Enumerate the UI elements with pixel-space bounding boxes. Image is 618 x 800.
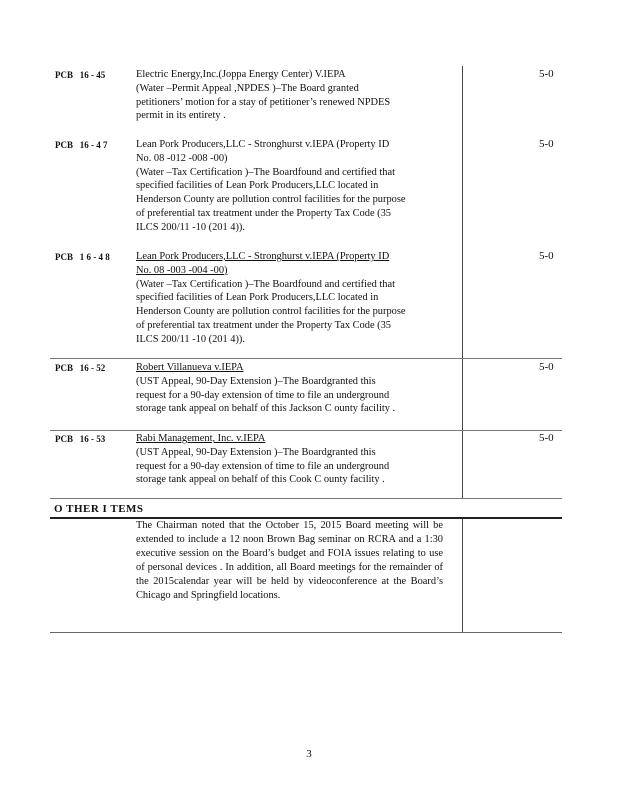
case-description: [136, 250, 438, 347]
table-row: [50, 359, 562, 431]
description-line: storage tank appeal on behalf of this Cook C ounty facility .: [136, 474, 385, 486]
vote-result: 5-0: [539, 250, 554, 262]
description-line: specified facilities of Lean Pork Producers,LLC located in: [136, 180, 379, 192]
table-row: [50, 248, 562, 359]
description-line: No. 08 -012 -008 -00): [136, 152, 228, 164]
case-description: [136, 432, 438, 487]
vote-result: 5-0: [539, 361, 554, 373]
case-title: Rabi Management, Inc. v.IEPA: [136, 433, 266, 444]
other-items-text: The Chairman noted that the October 15, 2015 Board meeting will be extended to include a 12 noon Brown Bag seminar on RCRA and a 1:30 executive session on the Board’s budget and FOIA issues relating to use of personal devices . In addition, all Board meetings for the remainder of the 2015calendar year will be held by videoconference at the Board’s Chicago and Springfield locations.: [136, 520, 443, 601]
description-line: (Water –Permit Appeal ,NPDES )–The Board granted: [136, 82, 359, 94]
section-title: O THER I TEMS: [54, 503, 144, 515]
case-number: PCB 1 6 - 4 8: [55, 252, 110, 262]
description-line: (Water –Tax Certification )–The Boardfound and certified that: [136, 166, 395, 178]
case-title: Robert Villanueva v.IEPA: [136, 362, 244, 373]
case-description: [136, 361, 438, 416]
description-line: request for a 90-day extension of time to file an underground: [136, 460, 390, 472]
description-line: Henderson County are pollution control facilities for the purpose: [136, 306, 406, 318]
description-line: ILCS 200/11 -10 (201 4)).: [136, 333, 245, 345]
other-items-header: [50, 502, 562, 519]
table-row: [50, 430, 562, 499]
table-row: [50, 136, 562, 248]
case-number: PCB 16 - 53: [55, 434, 106, 444]
description-line: (UST Appeal, 90-Day Extension )–The Boardgranted this: [136, 375, 376, 387]
description-line: (UST Appeal, 90-Day Extension )–The Boardgranted this: [136, 446, 376, 458]
column-divider-other: [462, 517, 463, 632]
description-line: (Water –Tax Certification )–The Boardfound and certified that: [136, 278, 395, 290]
description-line: specified facilities of Lean Pork Producers,LLC located in: [136, 292, 379, 304]
description-line: of preferential tax treatment under the Property Tax Code (35: [136, 207, 392, 219]
case-number: PCB 16 - 4 7: [55, 140, 108, 150]
vote-result: 5-0: [539, 68, 554, 80]
case-title: Lean Pork Producers,LLC - Stronghurst v.IEPA (Property ID: [136, 251, 390, 262]
description-line: of preferential tax treatment under the Property Tax Code (35: [136, 319, 392, 331]
description-line: petitioners’ motion for a stay of petitioner’s renewed NPDES: [136, 96, 391, 108]
section-divider: [50, 632, 562, 633]
case-number: PCB 16 - 45: [55, 70, 106, 80]
description-line: storage tank appeal on behalf of this Jackson C ounty facility .: [136, 403, 396, 415]
case-description: [136, 138, 438, 235]
description-line: Electric Energy,Inc.(Joppa Energy Center) V.IEPA: [136, 69, 346, 80]
table-row: [50, 66, 562, 136]
case-number: PCB 16 - 52: [55, 363, 106, 373]
description-line: ILCS 200/11 -10 (201 4)).: [136, 221, 245, 233]
description-line: permit in its entirety .: [136, 110, 226, 122]
page-number: 3: [306, 748, 312, 760]
description-line: request for a 90-day extension of time to file an underground: [136, 389, 390, 401]
case-title: No. 08 -003 -004 -00): [136, 264, 228, 276]
description-line: Lean Pork Producers,LLC - Stronghurst v.IEPA (Property ID: [136, 139, 390, 150]
vote-result: 5-0: [539, 432, 554, 444]
case-description: [136, 68, 438, 123]
description-line: Henderson County are pollution control facilities for the purpose: [136, 194, 406, 206]
vote-result: 5-0: [539, 138, 554, 150]
